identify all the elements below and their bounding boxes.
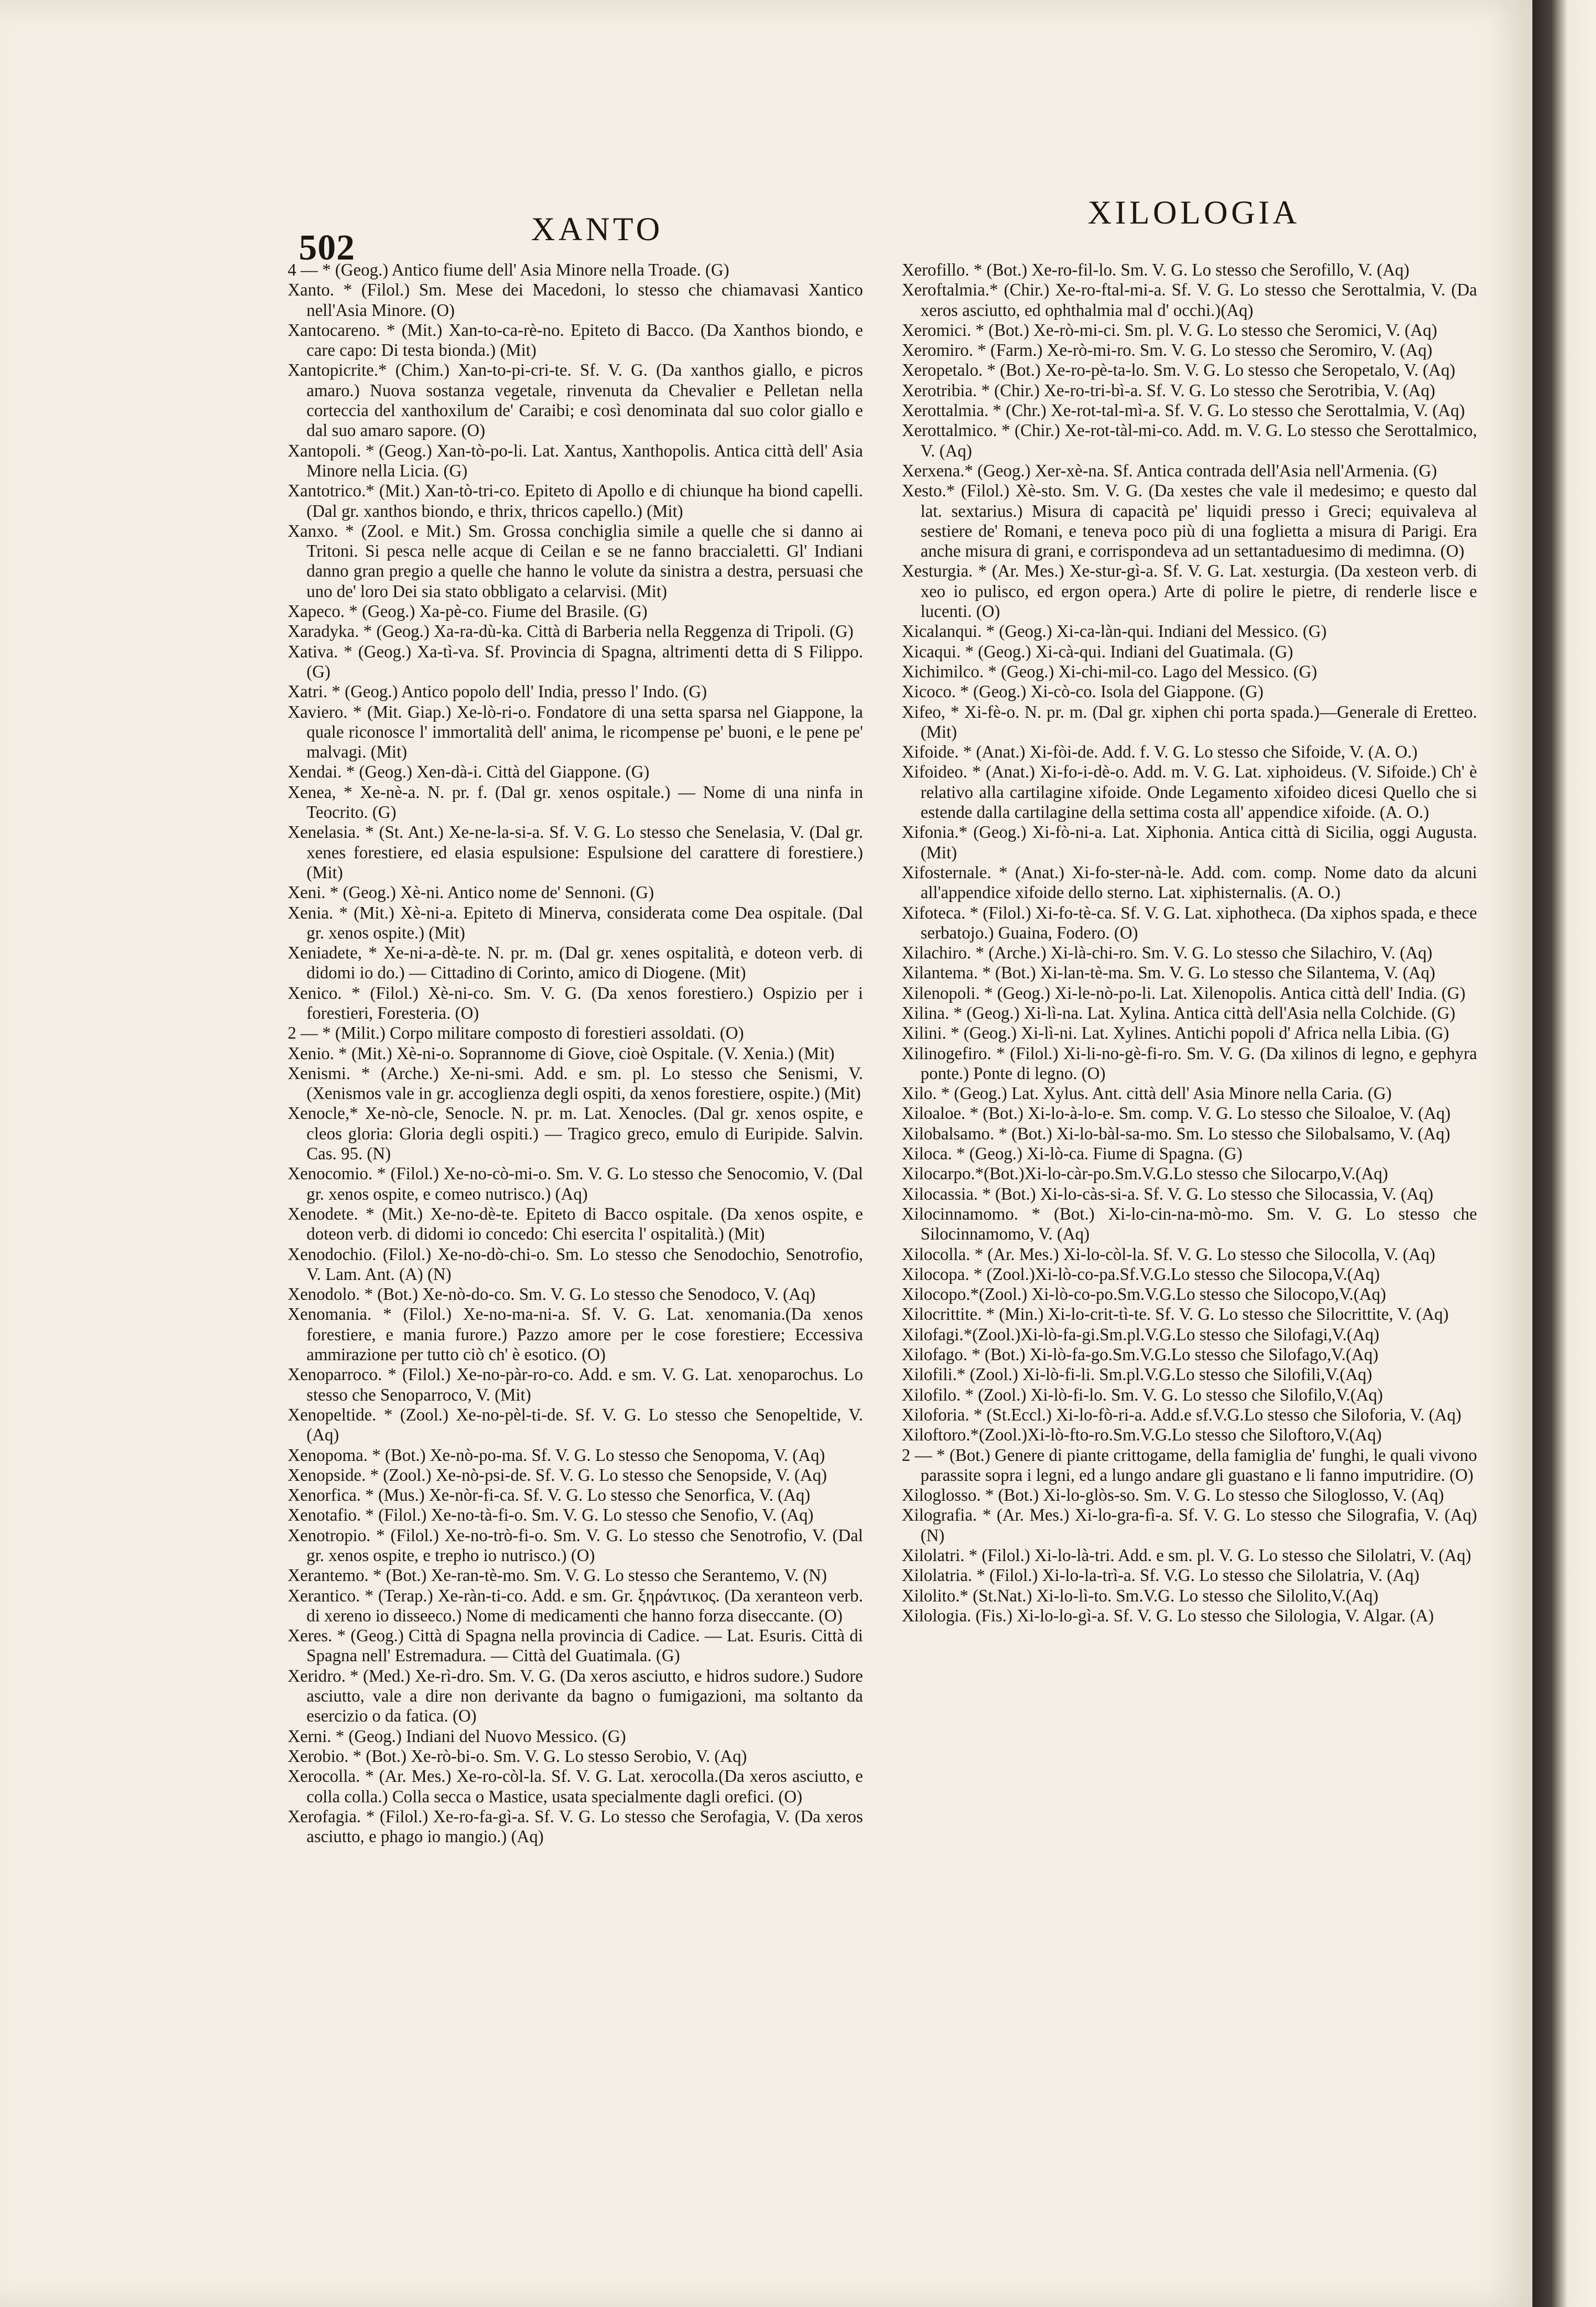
dictionary-entry: 4 — * (Geog.) Antico fiume dell' Asia Minore nella Troade. (G) xyxy=(288,260,730,279)
dictionary-entry: Xeromiro. * (Farm.) Xe-rò-mi-ro. Sm. V. G. Lo stesso che Seromiro, V. (Aq) xyxy=(902,340,1433,360)
dictionary-entry: Xenelasia. * (St. Ant.) Xe-ne-la-si-a. Sf. V. G. Lo stesso che Senelasia, V. (Dal gr. xenes forestiere, ed elasia espulsione: Espulsione del carattere di forestiere.) (Mit) xyxy=(288,822,863,882)
dictionary-entry: Xesto.* (Filol.) Xè-sto. Sm. V. G. (Da xestes che vale il medesimo; e questo dal lat. sextarius.) Misura di capacità pe' liquidi presso i Greci; equivaleva al sestiere de' Romani, e teneva poco più di una foglietta a misura di Parigi. Era anche misura di grani, e corrispondeva ad un settantaduesimo di medimna. (O) xyxy=(902,481,1477,561)
dictionary-entry: Xilocarpo.*(Bot.)Xi-lo-càr-po.Sm.V.G.Lo stesso che Silocarpo,V.(Aq) xyxy=(902,1164,1389,1184)
dictionary-entry: Xenio. * (Mit.) Xè-ni-o. Soprannome di Giove, cioè Ospitale. (V. Xenia.) (Mit) xyxy=(288,1043,835,1063)
dictionary-entry: Xilolatria. * (Filol.) Xi-lo-la-trì-a. Sf. V.G. Lo stesso che Silolatria, V. (Aq) xyxy=(902,1565,1420,1585)
dictionary-entry: Xicoco. * (Geog.) Xi-cò-co. Isola del Giappone. (G) xyxy=(902,682,1264,702)
dictionary-entry: Xilenopoli. * (Geog.) Xi-le-nò-po-li. Lat. Xilenopolis. Antica città dell' India. (G) xyxy=(902,983,1465,1003)
dictionary-entry: Xifoteca. * (Filol.) Xi-fo-tè-ca. Sf. V. G. Lat. xiphotheca. (Da xiphos spada, e thece serbatojo.) Guaina, Fodero. (O) xyxy=(902,903,1477,942)
dictionary-entry: Xilini. * (Geog.) Xi-lì-ni. Lat. Xylines. Antichi popoli d' Africa nella Libia. (G) xyxy=(902,1023,1449,1043)
dictionary-entry: Xenotafio. * (Filol.) Xe-no-tà-fi-o. Sm. V. G. Lo stesso che Senofio, V. (Aq) xyxy=(288,1505,814,1525)
dictionary-entry: Xantocareno. * (Mit.) Xan-to-ca-rè-no. Epiteto di Bacco. (Da Xanthos biondo, e care capo: Di testa bionda.) (Mit) xyxy=(288,320,863,360)
dictionary-entry: Xendai. * (Geog.) Xen-dà-i. Città del Giappone. (G) xyxy=(288,762,649,782)
dictionary-entry: Xanto. * (Filol.) Sm. Mese dei Macedoni, lo stesso che chiamavasi Xantico nell'Asia Minore. (O) xyxy=(288,280,863,320)
dictionary-entry: Xanxo. * (Zool. e Mit.) Sm. Grossa conchiglia simile a quelle che si danno ai Tritoni. Si pesca nelle acque di Ceilan e se ne fanno braccialetti. Gl' Indiani danno gran pregio a quelle che hanno le volute da sinistra a destra, persuasi che uno de' loro Dei sia stato obbligato a celarvisi. (Mit) xyxy=(288,521,863,601)
dictionary-entry: 2 — * (Bot.) Genere di piante crittogame, della famiglia de' funghi, le quali vivono parassite sopra i legni, ed a lungo andare gli guastano e li fanno imputridire. (O) xyxy=(902,1445,1477,1485)
dictionary-entry: Xeres. * (Geog.) Città di Spagna nella provincia di Cadice. — Lat. Esuris. Città di Spagna nell' Estremadura. — Città del Guatimala. (G) xyxy=(288,1626,863,1666)
dictionary-entry: Xantopicrite.* (Chim.) Xan-to-pi-cri-te. Sf. V. G. (Da xanthos giallo, e picros amaro.) Nuova sostanza vegetale, rinvenuta da Chevalier e Pelletan nella corteccia del xanthoxilum de' Caraibi; e così denominata dal suo color giallo e dal suo amaro sapore. (O) xyxy=(288,360,863,440)
dictionary-entry: Xilocolla. * (Ar. Mes.) Xi-lo-còl-la. Sf. V. G. Lo stesso che Silocolla, V. (Aq) xyxy=(902,1244,1436,1264)
next-page-edge xyxy=(1532,0,1596,2307)
dictionary-entry: Xilo. * (Geog.) Lat. Xylus. Ant. città dell' Asia Minore nella Caria. (G) xyxy=(902,1083,1392,1103)
dictionary-entry: Xerocolla. * (Ar. Mes.) Xe-ro-còl-la. Sf. V. G. Lat. xerocolla.(Da xeros asciutto, e colla colla.) Colla secca o Mastice, usata specialmente dagli orefici. (O) xyxy=(288,1766,863,1806)
dictionary-entry: Xerxena.* (Geog.) Xer-xè-na. Sf. Antica contrada dell'Asia nell'Armenia. (G) xyxy=(902,460,1437,480)
dictionary-entry: Xenopeltide. * (Zool.) Xe-no-pèl-ti-de. Sf. V. G. Lo stesso che Senopeltide, V. (Aq) xyxy=(288,1404,863,1445)
dictionary-entry: Xilocopa. * (Zool.)Xi-lò-co-pa.Sf.V.G.Lo stesso che Silocopa,V.(Aq) xyxy=(902,1264,1380,1284)
dictionary-entry: Xantopoli. * (Geog.) Xan-tò-po-li. Lat. Xantus, Xanthopolis. Antica città dell' Asia Minore nella Licia. (G) xyxy=(288,440,863,480)
dictionary-entry: Xeniadete, * Xe-ni-a-dè-te. N. pr. m. (Dal gr. xenes ospitalità, e doteon verb. di didomi io do.) — Cittadino di Corinto, amico di Diogene. (Mit) xyxy=(288,943,863,983)
dictionary-entry: Xenodochio. (Filol.) Xe-no-dò-chi-o. Sm. Lo stesso che Senodochio, Senotrofio, V. Lam. Ant. (A) (N) xyxy=(288,1244,863,1284)
dictionary-entry: Xerottalmico. * (Chir.) Xe-rot-tàl-mi-co. Add. m. V. G. Lo stesso che Serottalmico, V. (Aq) xyxy=(902,421,1477,460)
dictionary-entry: Xenomania. * (Filol.) Xe-no-ma-ni-a. Sf. V. G. Lat. xenomania.(Da xenos forestiere, e mania furore.) Pazzo amore per le cose forestiere; Eccessiva ammirazione per tutto ciò ch' è esotico. (O) xyxy=(288,1304,863,1365)
dictionary-entry: Xifonia.* (Geog.) Xi-fò-ni-a. Lat. Xiphonia. Antica città di Sicilia, oggi Augusta. (Mit) xyxy=(902,822,1477,862)
dictionary-entry: Xilografia. * (Ar. Mes.) Xi-lo-gra-fì-a. Sf. V. G. Lo stesso che Silografia, V. (Aq) (N) xyxy=(902,1505,1477,1545)
dictionary-entry: Xerofillo. * (Bot.) Xe-ro-fil-lo. Sm. V. G. Lo stesso che Serofillo, V. (Aq) xyxy=(902,260,1410,279)
dictionary-entry: Xenea, * Xe-nè-a. N. pr. f. (Dal gr. xenos ospitale.) — Nome di una ninfa in Teocrito. (G) xyxy=(288,782,863,822)
right-column xyxy=(902,260,1477,2208)
dictionary-entry: Xilantema. * (Bot.) Xi-lan-tè-ma. Sm. V. G. Lo stesso che Silantema, V. (Aq) xyxy=(902,963,1436,983)
dictionary-entry: Xenopoma. * (Bot.) Xe-nò-po-ma. Sf. V. G. Lo stesso che Senopoma, V. (Aq) xyxy=(288,1445,825,1465)
dictionary-entry: Xilinogefiro. * (Filol.) Xi-li-no-gè-fi-ro. Sm. V. G. (Da xilinos di legno, e gephyra ponte.) Ponte di legno. (O) xyxy=(902,1043,1477,1083)
dictionary-entry: Xilologia. (Fis.) Xi-lo-lo-gì-a. Sf. V. G. Lo stesso che Silologia, V. Algar. (A) xyxy=(902,1605,1434,1625)
dictionary-entry: Xicaqui. * (Geog.) Xi-cà-qui. Indiani del Guatimala. (G) xyxy=(902,641,1293,661)
dictionary-entry: Xesturgia. * (Ar. Mes.) Xe-stur-gì-a. Sf. V. G. Lat. xesturgia. (Da xesteon verb. di xeo io pulisco, ed ergon opera.) Arte di polire le pietre, di renderle lisce e lucenti. (O) xyxy=(902,561,1477,621)
dictionary-entry: Xenismi. * (Arche.) Xe-ni-smi. Add. e sm. pl. Lo stesso che Senismi, V. (Xenismos vale in gr. accoglienza degli ospiti, da xenos forestiere, ospite.) (Mit) xyxy=(288,1063,863,1103)
dictionary-entry: Xenocomio. * (Filol.) Xe-no-cò-mi-o. Sm. V. G. Lo stesso che Senocomio, V. (Dal gr. xenos ospite, e comeo nutrisco.) (Aq) xyxy=(288,1164,863,1204)
dictionary-entry: Xilocrittite. * (Min.) Xi-lo-crit-tì-te. Sf. V. G. Lo stesso che Silocrittite, V. (Aq) xyxy=(902,1304,1449,1324)
dictionary-entry: Xenodolo. * (Bot.) Xe-nò-do-co. Sm. V. G. Lo stesso che Senodoco, V. (Aq) xyxy=(288,1284,816,1304)
dictionary-entry: Xilocopo.*(Zool.) Xi-lò-co-po.Sm.V.G.Lo stesso che Silocopo,V.(Aq) xyxy=(902,1284,1386,1304)
dictionary-entry: Xenia. * (Mit.) Xè-ni-a. Epiteto di Minerva, considerata come Dea ospitale. (Dal gr. xenos ospite.) (Mit) xyxy=(288,903,863,942)
dictionary-entry: Xilofagi.*(Zool.)Xi-lò-fa-gi.Sm.pl.V.G.Lo stesso che Silofagi,V.(Aq) xyxy=(902,1324,1380,1344)
dictionary-entry: Xilocassia. * (Bot.) Xi-lo-càs-si-a. Sf. V. G. Lo stesso che Silocassia, V. (Aq) xyxy=(902,1184,1433,1204)
dictionary-entry: Xatri. * (Geog.) Antico popolo dell' India, presso l' Indo. (G) xyxy=(288,682,707,702)
dictionary-entry: Xerotribia. * (Chir.) Xe-ro-tri-bì-a. Sf. V. G. Lo stesso che Serotribia, V. (Aq) xyxy=(902,380,1436,400)
dictionary-entry: Xilachiro. * (Arche.) Xi-là-chi-ro. Sm. V. G. Lo stesso che Silachiro, V. (Aq) xyxy=(902,943,1433,963)
dictionary-entry: Xenorfica. * (Mus.) Xe-nòr-fi-ca. Sf. V. G. Lo stesso che Senorfica, V. (Aq) xyxy=(288,1485,810,1505)
dictionary-entry: Xichimilco. * (Geog.) Xi-chi-mil-co. Lago del Messico. (G) xyxy=(902,661,1317,681)
dictionary-entry: Xaviero. * (Mit. Giap.) Xe-lò-ri-o. Fondatore di una setta sparsa nel Giappone, la quale riconosce l' immortalità dell' anima, le ricompense pe' buoni, e le pene pe' malvagi. (Mit) xyxy=(288,702,863,762)
dictionary-entry: Xilina. * (Geog.) Xi-lì-na. Lat. Xylina. Antica città dell'Asia nella Colchide. (G) xyxy=(902,1003,1455,1023)
page-number: 502 xyxy=(299,227,355,268)
dictionary-entry: Xicalanqui. * (Geog.) Xi-ca-làn-qui. Indiani del Messico. (G) xyxy=(902,621,1327,641)
text-columns xyxy=(288,260,1494,2208)
dictionary-entry: Xifoide. * (Anat.) Xi-fòi-de. Add. f. V. G. Lo stesso che Sifoide, V. (A. O.) xyxy=(902,742,1418,762)
dictionary-entry: Xeropetalo. * (Bot.) Xe-ro-pè-ta-lo. Sm. V. G. Lo stesso che Seropetalo, V. (Aq) xyxy=(902,360,1455,380)
dictionary-entry: Xeroftalmia.* (Chir.) Xe-ro-ftal-mi-a. Sf. V. G. Lo stesso che Serottalmia, V. (Da xeros asciutto, ed ophthalmia mal d' occhi.)(Aq) xyxy=(902,280,1477,320)
dictionary-entry: Xapeco. * (Geog.) Xa-pè-co. Fiume del Brasile. (G) xyxy=(288,602,648,621)
dictionary-entry: Xilolatri. * (Filol.) Xi-lo-là-tri. Add. e sm. pl. V. G. Lo stesso che Silolatri, V. (Aq) xyxy=(902,1546,1472,1565)
dictionary-entry: Xenotropio. * (Filol.) Xe-no-trò-fi-o. Sm. V. G. Lo stesso che Senotrofio, V. (Dal gr. xenos ospite, e trepho io nutrisco.) (O) xyxy=(288,1525,863,1565)
dictionary-entry: Xerottalmia. * (Chr.) Xe-rot-tal-mì-a. Sf. V. G. Lo stesso che Serottalmia, V. (Aq) xyxy=(902,401,1465,421)
dictionary-entry: Xiloglosso. * (Bot.) Xi-lo-glòs-so. Sm. V. G. Lo stesso che Siloglosso, V. (Aq) xyxy=(902,1485,1444,1505)
dictionary-entry: Xerantico. * (Terap.) Xe-ràn-ti-co. Add. e sm. Gr. ξηράντικος. (Da xeranteon verb. di xereno io disseeco.) Nome di medicamenti che hanno forza diseccante. (O) xyxy=(288,1585,863,1625)
dictionary-entry: Xifosternale. * (Anat.) Xi-fo-ster-nà-le. Add. com. comp. Nome dato da alcuni all'appendice xifoide dello sterno. Lat. xiphisternalis. (A. O.) xyxy=(902,862,1477,903)
dictionary-entry: Xiloforia. * (St.Eccl.) Xi-lo-fò-ri-a. Add.e sf.V.G.Lo stesso che Siloforia, V. (Aq) xyxy=(902,1404,1462,1424)
dictionary-entry: Xativa. * (Geog.) Xa-tì-va. Sf. Provincia di Spagna, altrimenti detta di S Filippo. (G) xyxy=(288,641,863,681)
dictionary-entry: Xerofagia. * (Filol.) Xe-ro-fa-gì-a. Sf. V. G. Lo stesso che Serofagia, V. (Da xeros asciutto, e phago io mangio.) (Aq) xyxy=(288,1806,863,1847)
dictionary-entry: Xerantemo. * (Bot.) Xe-ran-tè-mo. Sm. V. G. Lo stesso che Serantemo, V. (N) xyxy=(288,1565,827,1585)
dictionary-entry: Xenopside. * (Zool.) Xe-nò-psi-de. Sf. V. G. Lo stesso che Senopside, V. (Aq) xyxy=(288,1465,827,1485)
dictionary-entry: Xilocinnamomo. * (Bot.) Xi-lo-cin-na-mò-mo. Sm. V. G. Lo stesso che Silocinnamomo, V. (Aq) xyxy=(902,1204,1477,1244)
dictionary-entry: Xeni. * (Geog.) Xè-ni. Antico nome de' Sennoni. (G) xyxy=(288,883,654,903)
dictionary-entry: Xilofili.* (Zool.) Xi-lò-fi-li. Sm.pl.V.G.Lo stesso che Silofili,V.(Aq) xyxy=(902,1365,1373,1385)
dictionary-entry: Xenoparroco. * (Filol.) Xe-no-pàr-ro-co. Add. e sm. V. G. Lat. xenoparochus. Lo stesso che Senoparroco, V. (Mit) xyxy=(288,1365,863,1404)
dictionary-entry: Xaradyka. * (Geog.) Xa-ra-dù-ka. Città di Barberia nella Reggenza di Tripoli. (G) xyxy=(288,621,854,641)
dictionary-entry: Xifeo, * Xi-fè-o. N. pr. m. (Dal gr. xiphen chi porta spada.)—Generale di Eretteo. (Mit) xyxy=(902,702,1477,742)
dictionary-entry: 2 — * (Milit.) Corpo militare composto di forestieri assoldati. (O) xyxy=(288,1023,744,1043)
dictionary-entry: Xilofago. * (Bot.) Xi-lò-fa-go.Sm.V.G.Lo stesso che Silofago,V.(Aq) xyxy=(902,1345,1379,1365)
dictionary-entry: Xeromici. * (Bot.) Xe-rò-mi-ci. Sm. pl. V. G. Lo stesso che Seromici, V. (Aq) xyxy=(902,320,1437,340)
dictionary-entry: Xenocle,* Xe-nò-cle, Senocle. N. pr. m. Lat. Xenocles. (Dal gr. xenos ospite, e cleos gloria: Gloria degli ospiti.) — Tragico greco, emulo di Euripide. Salvin. Cas. 95. (N) xyxy=(288,1103,863,1164)
header-left-word: XANTO xyxy=(531,211,663,247)
dictionary-entry: Xeridro. * (Med.) Xe-rì-dro. Sm. V. G. (Da xeros asciutto, e hidros sudore.) Sudore asciutto, vale a dire non derivante da bagno o fumigazioni, ma soltanto da esercizio o da fatica. (O) xyxy=(288,1666,863,1726)
dictionary-entry: Xifoideo. * (Anat.) Xi-fo-i-dè-o. Add. m. V. G. Lat. xiphoideus. (V. Sifoide.) Ch' è relativo alla cartilagine xifoide. Onde Legamento xifoideo dicesi Quello che si estende dalla cartilagine della settima costa all' appendice xifoide. (A. O.) xyxy=(902,762,1477,822)
dictionary-entry: Xantotrico.* (Mit.) Xan-tò-tri-co. Epiteto di Apollo e di chiunque ha biond capelli. (Dal gr. xanthos biondo, e thrix, thricos capello.) (Mit) xyxy=(288,481,863,521)
dictionary-entry: Xerobio. * (Bot.) Xe-rò-bi-o. Sm. V. G. Lo stesso Serobio, V. (Aq) xyxy=(288,1746,747,1766)
running-header xyxy=(277,194,1300,268)
dictionary-entry: Xiloca. * (Geog.) Xi-lò-ca. Fiume di Spagna. (G) xyxy=(902,1144,1243,1164)
dictionary-entry: Xiloaloe. * (Bot.) Xi-lo-à-lo-e. Sm. comp. V. G. Lo stesso che Siloaloe, V. (Aq) xyxy=(902,1103,1451,1123)
dictionary-entry: Xerni. * (Geog.) Indiani del Nuovo Messico. (G) xyxy=(288,1726,626,1746)
dictionary-entry: Xenodete. * (Mit.) Xe-no-dè-te. Epiteto di Bacco ospitale. (Da xenos ospite, e doteon verb. di didomi io concedo: Chi esercita l' ospitalità.) (Mit) xyxy=(288,1204,863,1244)
dictionary-entry: Xenico. * (Filol.) Xè-ni-co. Sm. V. G. (Da xenos forestiero.) Ospizio per i forestieri, Foresteria. (O) xyxy=(288,983,863,1023)
dictionary-entry: Xiloftoro.*(Zool.)Xi-lò-fto-ro.Sm.V.G.Lo stesso che Siloftoro,V.(Aq) xyxy=(902,1425,1382,1445)
dictionary-entry: Xilofilo. * (Zool.) Xi-lò-fi-lo. Sm. V. G. Lo stesso che Silofilo,V.(Aq) xyxy=(902,1385,1383,1404)
left-column xyxy=(288,260,863,2208)
header-right-word: XILOLOGIA xyxy=(1088,194,1300,231)
dictionary-entry: Xilobalsamo. * (Bot.) Xi-lo-bàl-sa-mo. Sm. Lo stesso che Silobalsamo, V. (Aq) xyxy=(902,1123,1451,1143)
dictionary-entry: Xilolito.* (St.Nat.) Xi-lo-lì-to. Sm.V.G. Lo stesso che Silolito,V.(Aq) xyxy=(902,1585,1379,1605)
